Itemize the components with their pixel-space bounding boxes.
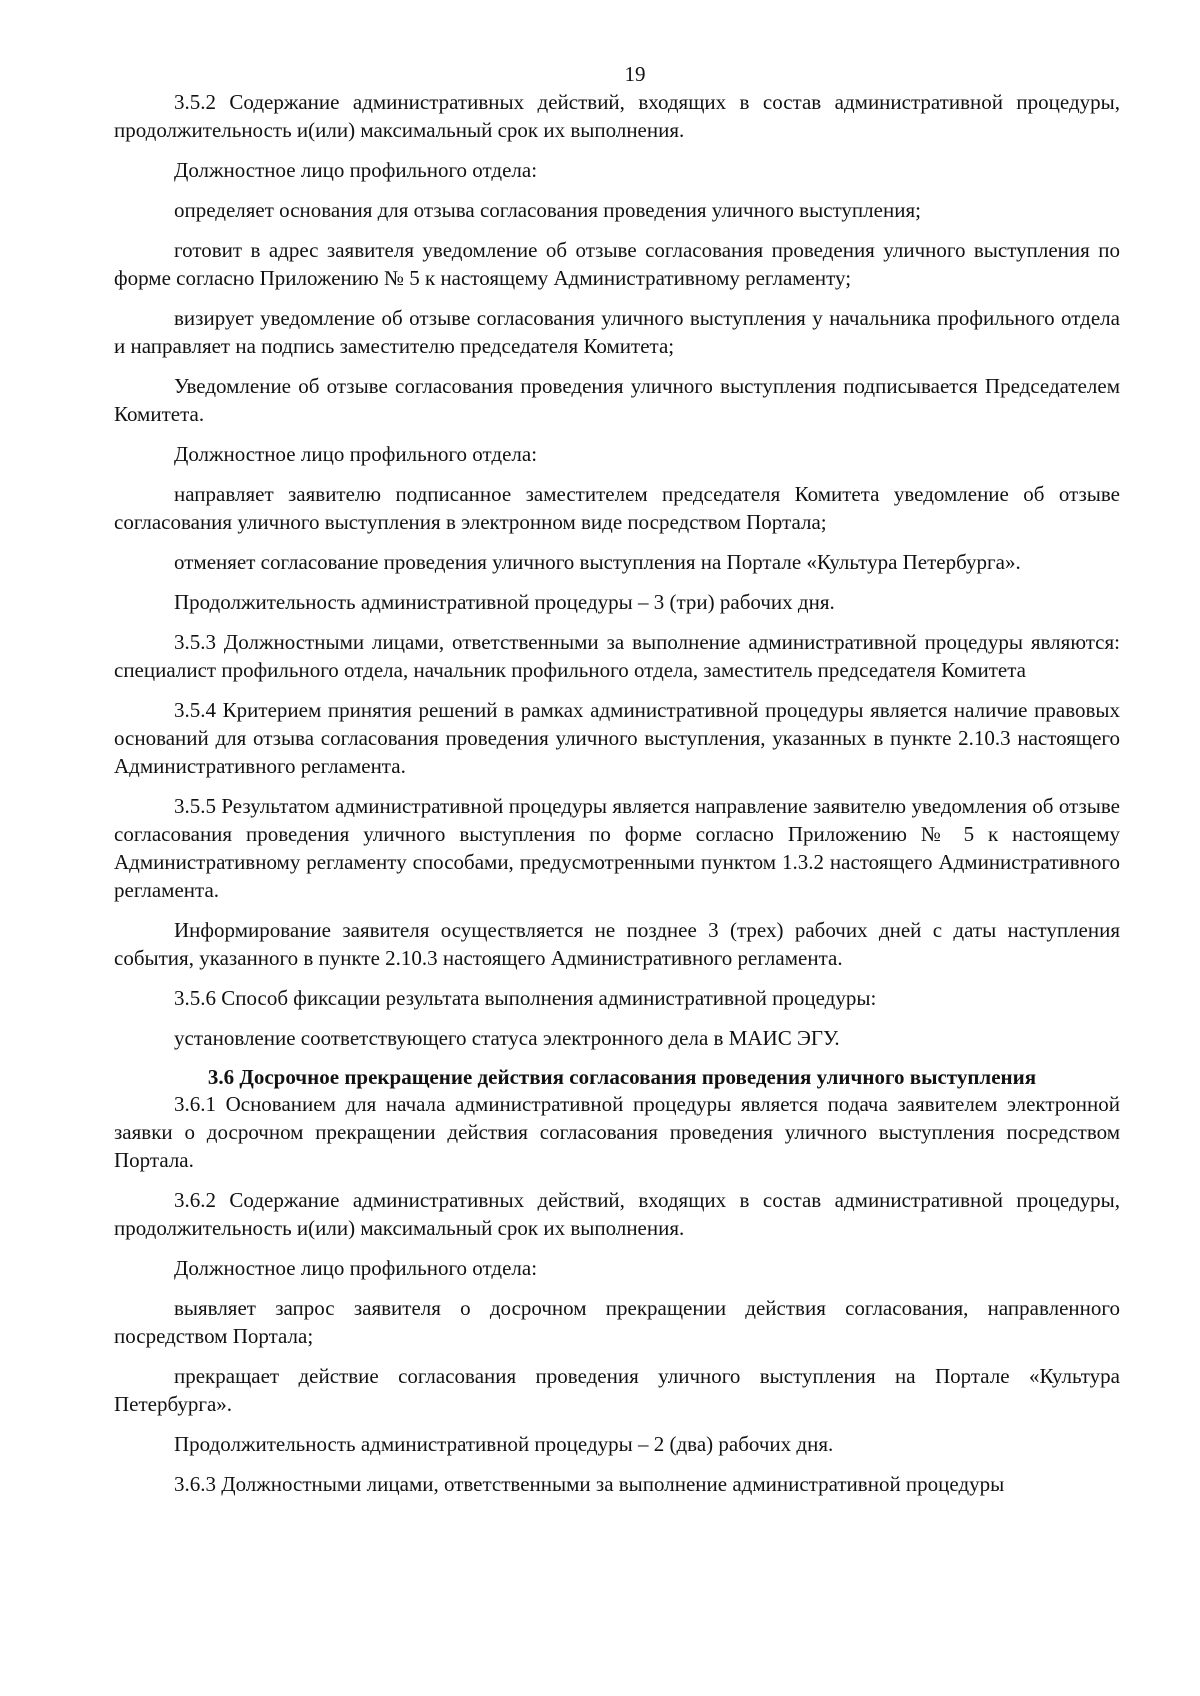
paragraph-3-5-6: 3.5.6 Способ фиксации результата выполнения административной процедуры: (174, 986, 877, 1010)
paragraph-sends-notice: направляет заявителю подписанное заместителем председателя Комитета уведомление об отзыве согласования уличного выступления в электронном виде посредством Портала; (114, 482, 1120, 534)
paragraph-cancels-approval: отменяет согласование проведения уличного выступления на Портале «Культура Петербурга». (174, 550, 1021, 574)
paragraph-official-1: Должностное лицо профильного отдела: (174, 158, 538, 182)
paragraph-3-5-2: 3.5.2 Содержание административных действий, входящих в состав административной процедуры, продолжительность и(или) максимальный срок их выполнения. (114, 90, 1120, 142)
paragraph-identifies-request: выявляет запрос заявителя о досрочном прекращении действия согласования, направленного посредством Портала; (114, 1296, 1120, 1348)
paragraph-endorses-notice: визирует уведомление об отзыве согласования уличного выступления у начальника профильного отдела и направляет на подпись заместителю председателя Комитета; (114, 306, 1120, 358)
paragraph-duration-3-days: Продолжительность административной процедуры – 3 (три) рабочих дня. (174, 590, 835, 614)
paragraph-duration-2-days: Продолжительность административной процедуры – 2 (два) рабочих дня. (174, 1432, 834, 1456)
paragraph-determines-grounds: определяет основания для отзыва согласования проведения уличного выступления; (174, 198, 921, 222)
paragraph-official-3: Должностное лицо профильного отдела: (174, 1256, 538, 1280)
paragraph-3-5-4: 3.5.4 Критерием принятия решений в рамках административной процедуры является наличие правовых оснований для отзыва согласования проведения уличного выступления, указанных в пункте 2.10.3 настоящего Административного регламента. (114, 698, 1120, 778)
paragraph-3-6-2: 3.6.2 Содержание административных действий, входящих в состав административной процедуры, продолжительность и(или) максимальный срок их выполнения. (114, 1188, 1120, 1240)
section-heading-3-6: 3.6 Досрочное прекращение действия согласования проведения уличного выступления (207, 1065, 1037, 1089)
paragraph-3-5-5: 3.5.5 Результатом административной процедуры является направление заявителю уведомления об отзыве согласования проведения уличного выступления по форме согласно Приложению № 5 к настоящему Административному регламенту способами, предусмотренными пунктом 1.3.2 настоящего Административного регламента. (114, 794, 1120, 902)
paragraph-3-5-3: 3.5.3 Должностными лицами, ответственными за выполнение административной процедуры являются: специалист профильного отдела, начальник профильного отдела, заместитель председателя Комитета (114, 630, 1120, 682)
paragraph-prepares-notice: готовит в адрес заявителя уведомление об отзыве согласования проведения уличного выступления по форме согласно Приложению № 5 к настоящему Административному регламенту; (114, 238, 1120, 290)
paragraph-3-6-3: 3.6.3 Должностными лицами, ответственными за выполнение административной процедуры (174, 1472, 1005, 1496)
paragraph-status-set: установление соответствующего статуса электронного дела в МАИС ЭГУ. (174, 1026, 840, 1050)
paragraph-notice-signed: Уведомление об отзыве согласования проведения уличного выступления подписывается Председателем Комитета. (114, 374, 1120, 426)
paragraph-informing: Информирование заявителя осуществляется не позднее 3 (трех) рабочих дней с даты наступления события, указанного в пункте 2.10.3 настоящего Административного регламента. (114, 918, 1120, 970)
paragraph-official-2: Должностное лицо профильного отдела: (174, 442, 538, 466)
paragraph-3-6-1: 3.6.1 Основанием для начала административной процедуры является подача заявителем электронной заявки о досрочном прекращении действия согласования проведения уличного выступления посредством Портала. (114, 1092, 1120, 1172)
paragraph-terminates-approval: прекращает действие согласования проведения уличного выступления на Портале «Культура Петербурга». (114, 1364, 1120, 1416)
page-number: 19 (624, 62, 646, 86)
